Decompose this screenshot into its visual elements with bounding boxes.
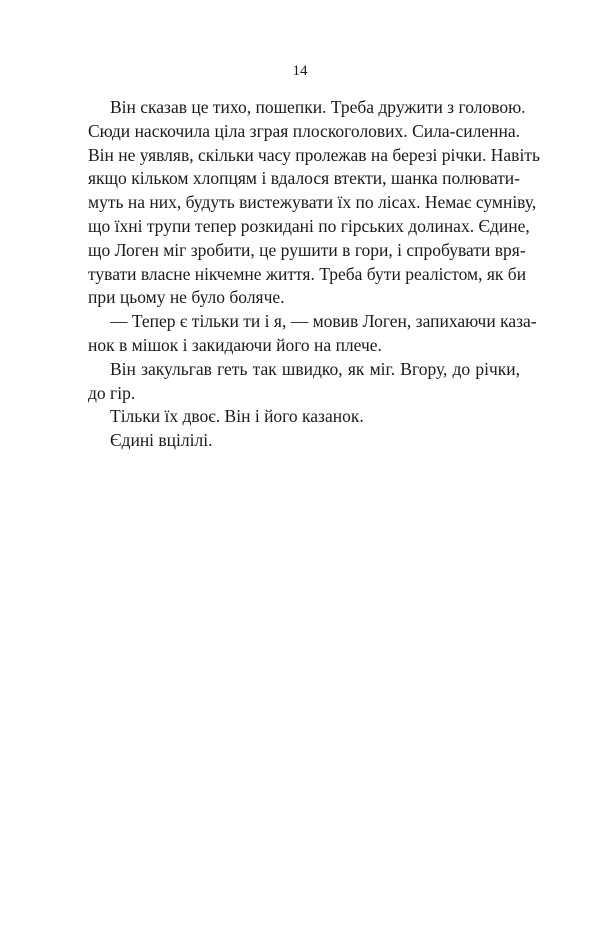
text-line: Сюди наскочила ціла зграя плоскоголових. Сила-силенна. [88,120,520,141]
text-line: Він закульгав геть так швидко, як міг. Вгору, до річки, [110,358,520,379]
text-line: муть на них, будуть вистежувати їх по лісах. Немає сумніву, [88,192,537,213]
text-line: що їхні трупи тепер розкидані по гірських долинах. Єдине, [88,215,530,236]
text-line: Він сказав це тихо, пошепки. Треба дружити з головою. [110,97,526,117]
text-line: якщо кільком хлопцям і вдалося втекти, шанка полювати- [88,168,520,189]
page-number: 14 [292,63,308,79]
text-line: при цьому не було боляче. [88,287,285,308]
body-text [88,96,540,453]
text-line: Тільки їх двоє. Він і його казанок. [110,406,364,427]
text-line: що Логен міг зробити, це рушити в гори, і спробувати вря- [88,239,526,260]
text-line: нок в мішок і закидаючи його на плече. [88,334,382,355]
text-line: Єдині вцілілі. [110,430,213,451]
text-line: Він не уявляв, скільки часу пролежав на березі річки. Навіть [88,144,540,165]
text-line: — Тепер є тільки ти і я, — мовив Логен, запихаючи каза- [110,311,537,332]
text-line: тувати власне нікчемне життя. Треба бути реалістом, як би [88,263,527,284]
text-line: до гір. [88,382,136,403]
